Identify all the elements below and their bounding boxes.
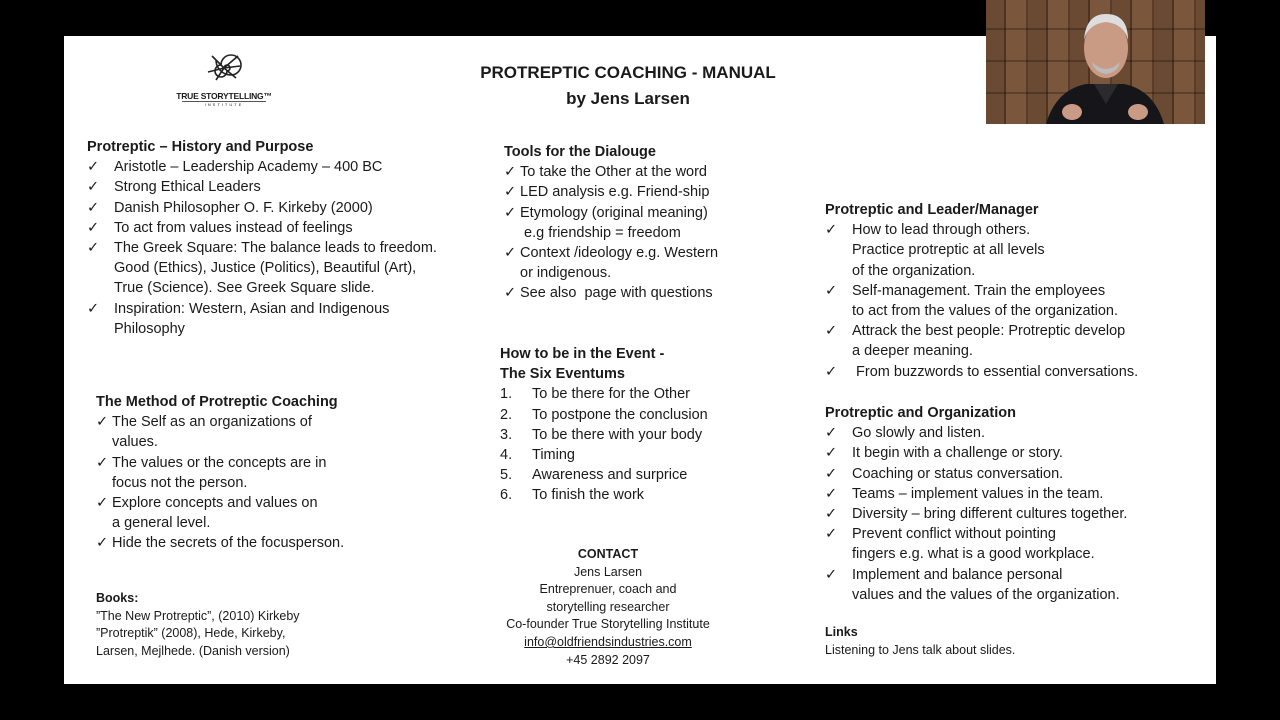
section-heading: Protreptic and Leader/Manager — [825, 202, 1039, 218]
list-item-text: a deeper meaning. — [852, 343, 973, 360]
checkmark-icon: ✓ — [825, 282, 838, 299]
checkmark-icon: ✓ — [825, 425, 838, 442]
leader-list — [825, 220, 1138, 382]
section-heading: Books: — [96, 591, 139, 605]
list-item-text: To postpone the conclusion — [532, 406, 708, 423]
list-item — [825, 443, 1127, 463]
list-item-text: To be there for the Other — [532, 386, 690, 403]
checkmark-icon: ✓ — [87, 179, 100, 196]
checkmark-icon: ✓ — [504, 285, 517, 302]
organization-list — [825, 423, 1127, 605]
list-item — [825, 565, 1127, 605]
checkmark-icon: ✓ — [504, 164, 517, 181]
list-item-text: values. — [112, 434, 158, 451]
section-contact — [488, 546, 728, 669]
section-leader — [825, 200, 1138, 382]
list-item — [96, 453, 344, 493]
section-heading: Protreptic and Organization — [825, 405, 1016, 421]
list-item — [504, 162, 718, 182]
section-subheading: The Six Eventums — [500, 366, 625, 383]
contact-cofounder: Co-founder True Storytelling Institute — [506, 617, 710, 632]
list-item-text: to act from the values of the organization. — [852, 303, 1118, 320]
section-event — [500, 344, 708, 506]
checkmark-icon: ✓ — [825, 506, 838, 523]
list-item — [87, 238, 437, 299]
list-item — [825, 321, 1138, 361]
contact-name: Jens Larsen — [573, 564, 643, 579]
section-heading: The Method of Protreptic Coaching — [96, 394, 338, 410]
checkmark-icon: ✓ — [87, 199, 100, 216]
list-item-text: Attrack the best people: Protreptic develop — [852, 323, 1126, 340]
list-item-text: values and the values of the organization. — [852, 586, 1120, 603]
title-line-2: by Jens Larsen — [566, 89, 690, 108]
section-links — [825, 624, 1015, 659]
list-item-text: Explore concepts and values on — [112, 495, 318, 512]
checkmark-icon: ✓ — [825, 323, 838, 340]
list-item-text: The Greek Square: The balance leads to freedom. — [114, 240, 437, 257]
list-item-text: To finish the work — [532, 487, 645, 504]
list-item — [500, 445, 708, 465]
checkmark-icon: ✓ — [825, 222, 838, 239]
list-item-text: Diversity – bring different cultures together. — [852, 506, 1128, 523]
list-item — [87, 299, 437, 339]
list-item — [825, 362, 1138, 382]
list-item-text: or indigenous. — [520, 265, 612, 282]
list-item-text: Good (Ethics), Justice (Politics), Beautiful (Art), — [114, 260, 417, 277]
contact-role: storytelling researcher — [546, 599, 670, 614]
checkmark-icon: ✓ — [825, 485, 838, 502]
list-item-text: Awareness and surprice — [532, 467, 688, 484]
list-item — [825, 281, 1138, 321]
links-text[interactable]: Listening to Jens talk about slides. — [825, 642, 1016, 657]
eventums-list — [500, 384, 708, 505]
checkmark-icon: ✓ — [87, 219, 100, 236]
list-item — [96, 493, 344, 533]
list-item — [500, 485, 708, 505]
contact-role: Entreprenuer, coach and — [539, 582, 677, 597]
list-item-text: Danish Philosopher O. F. Kirkeby (2000) — [114, 199, 373, 216]
presenter-silhouette — [986, 0, 1205, 124]
list-item-text: Self-management. Train the employees — [852, 282, 1106, 299]
list-item — [825, 423, 1127, 443]
presentation-slide — [64, 36, 1216, 684]
contact-heading: CONTACT — [577, 547, 639, 561]
section-method — [96, 392, 344, 554]
checkmark-icon: ✓ — [87, 300, 100, 317]
contact-phone: +45 2892 2097 — [566, 652, 650, 667]
list-item-text: Context /ideology e.g. Western — [520, 245, 719, 262]
list-item-text: Implement and balance personal — [852, 566, 1063, 583]
logo-subtitle: INSTITUTE — [182, 101, 266, 108]
list-item-text: How to lead through others. — [852, 222, 1031, 239]
list-item — [825, 484, 1127, 504]
list-item-text: To take the Other at the word — [520, 164, 707, 181]
list-item — [500, 465, 708, 485]
checkmark-icon: ✓ — [825, 363, 838, 380]
list-item — [87, 157, 437, 177]
list-item — [504, 182, 718, 202]
list-item — [500, 405, 708, 425]
section-heading: Tools for the Dialouge — [504, 144, 656, 160]
list-item — [87, 218, 437, 238]
list-number: 5. — [500, 467, 513, 484]
section-books — [96, 590, 300, 660]
book-line: Larsen, Mejlhede. (Danish version) — [96, 643, 290, 658]
title-line-1: PROTREPTIC COACHING - MANUAL — [480, 63, 776, 82]
checkmark-icon: ✓ — [504, 184, 517, 201]
list-item — [504, 243, 718, 283]
method-list — [96, 412, 344, 553]
list-item — [825, 524, 1127, 564]
list-number: 1. — [500, 386, 513, 403]
list-item-text: To act from values instead of feelings — [114, 219, 353, 236]
list-number: 4. — [500, 447, 513, 464]
list-item-text: The Self as an organizations of — [112, 414, 312, 431]
list-number: 6. — [500, 487, 513, 504]
list-item-text: It begin with a challenge or story. — [852, 445, 1063, 462]
list-item — [500, 384, 708, 404]
list-item — [500, 425, 708, 445]
history-list — [87, 157, 437, 339]
section-heading: Links — [825, 625, 858, 639]
contact-email-link[interactable]: info@oldfriendsindustries.com — [524, 634, 692, 649]
tools-list — [504, 162, 718, 303]
book-line: ”Protreptik” (2008), Hede, Kirkeby, — [96, 626, 286, 641]
list-item-text: focus not the person. — [112, 474, 248, 491]
list-item — [825, 504, 1127, 524]
list-item-text: Philosophy — [114, 320, 185, 337]
list-item-text: The values or the concepts are in — [112, 454, 327, 471]
list-item-text: See also page with questions — [520, 285, 713, 302]
list-item-text: fingers e.g. what is a good workplace. — [852, 546, 1095, 563]
list-item-text: Teams – implement values in the team. — [852, 485, 1104, 502]
list-item-text: Strong Ethical Leaders — [114, 179, 261, 196]
list-item-text: Inspiration: Western, Asian and Indigenous — [114, 300, 390, 317]
list-item-text: Practice protreptic at all levels — [852, 242, 1045, 259]
list-item — [96, 533, 344, 553]
list-item-text: Etymology (original meaning) — [520, 204, 708, 221]
list-item-text: To be there with your body — [532, 426, 703, 443]
webcam-video-overlay — [986, 0, 1205, 124]
checkmark-icon: ✓ — [504, 245, 517, 262]
section-heading: Protreptic – History and Purpose — [87, 139, 314, 155]
list-item-text: LED analysis e.g. Friend-ship — [520, 184, 710, 201]
list-item — [825, 220, 1138, 281]
section-history — [87, 137, 437, 339]
list-item — [504, 283, 718, 303]
checkmark-icon: ✓ — [87, 159, 100, 176]
checkmark-icon: ✓ — [825, 445, 838, 462]
list-item — [96, 412, 344, 452]
section-heading: How to be in the Event - — [500, 346, 665, 362]
list-item — [87, 198, 437, 218]
list-item-text: Coaching or status conversation. — [852, 465, 1064, 482]
checkmark-icon: ✓ — [825, 526, 838, 543]
list-number: 2. — [500, 406, 513, 423]
book-line: ”The New Protreptic”, (2010) Kirkeby — [96, 608, 300, 623]
list-number: 3. — [500, 426, 513, 443]
logo-name: TRUE STORYTELLING™ — [176, 91, 272, 101]
checkmark-icon: ✓ — [87, 240, 100, 257]
checkmark-icon: ✓ — [504, 204, 517, 221]
list-item-text: a general level. — [112, 515, 211, 532]
list-item-text: Aristotle – Leadership Academy – 400 BC — [114, 159, 383, 176]
list-item — [504, 203, 718, 243]
list-item-text: of the organization. — [852, 262, 976, 279]
section-tools — [504, 142, 718, 304]
list-item-text: True (Science). See Greek Square slide. — [114, 280, 375, 297]
checkmark-icon: ✓ — [96, 454, 109, 471]
list-item-text: Prevent conflict without pointing — [852, 526, 1056, 543]
list-item-text: e.g friendship = freedom — [520, 224, 681, 241]
list-item — [825, 464, 1127, 484]
list-item — [87, 177, 437, 197]
checkmark-icon: ✓ — [96, 495, 109, 512]
checkmark-icon: ✓ — [825, 566, 838, 583]
checkmark-icon: ✓ — [96, 535, 109, 552]
list-item-text: Go slowly and listen. — [852, 425, 985, 442]
list-item-text: From buzzwords to essential conversations. — [852, 363, 1139, 380]
section-organization — [825, 403, 1127, 605]
list-item-text: Hide the secrets of the focusperson. — [112, 535, 345, 552]
checkmark-icon: ✓ — [825, 465, 838, 482]
list-item-text: Timing — [532, 447, 575, 464]
checkmark-icon: ✓ — [96, 414, 109, 431]
